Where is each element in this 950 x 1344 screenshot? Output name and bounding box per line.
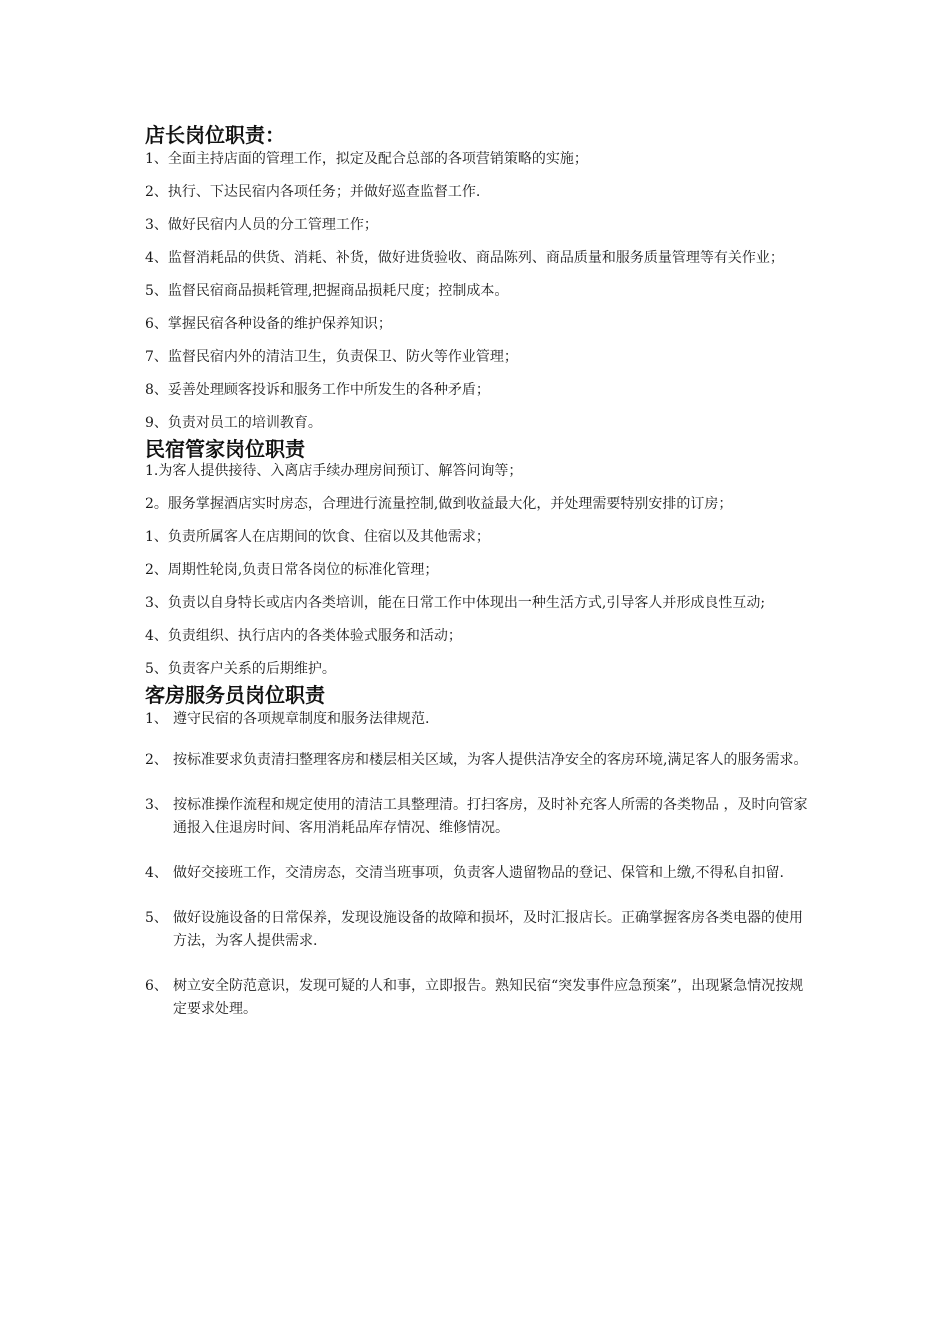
list-item: 2、执行、下达民宿内各项任务；并做好巡查监督工作. xyxy=(145,184,481,200)
section-title: 民宿管家岗位职责 xyxy=(145,437,305,461)
section-title: 店长岗位职责： xyxy=(145,123,285,147)
item-number: 3、 xyxy=(145,797,168,813)
list-item: 6、掌握民宿各种设备的维护保养知识； xyxy=(145,316,392,332)
list-item: 3、做好民宿内人员的分工管理工作； xyxy=(145,217,378,233)
list-item: 4、负责组织、执行店内的各类体验式服务和活动； xyxy=(145,628,462,644)
list-item xyxy=(145,708,815,731)
item-text: 做好交接班工作，交清房态，交清当班事项，负责客人遗留物品的登记、保管和上缴,不得私自扣留. xyxy=(173,865,784,881)
item-text: 遵守民宿的各项规章制度和服务法律规范. xyxy=(173,711,430,727)
list-item xyxy=(145,749,815,772)
list-item: 5、负责客户关系的后期维护。 xyxy=(145,661,336,677)
list-item xyxy=(145,907,815,953)
section-room-attendant xyxy=(145,682,815,1021)
list-item: 4、监督消耗品的供货、消耗、补货，做好进货验收、商品陈列、商品质量和服务质量管理等有关作业； xyxy=(145,250,784,266)
section-store-manager xyxy=(145,122,815,433)
list-item: 8、妥善处理顾客投诉和服务工作中所发生的各种矛盾； xyxy=(145,382,490,398)
item-text: 按标准操作流程和规定使用的清洁工具整理清。打扫客房，及时补充客人所需的各类物品 ，及时向管家通报入住退房时间、客用消耗品库存情况、维修情况。 xyxy=(173,797,808,836)
list-item: 1、全面主持店面的管理工作，拟定及配合总部的各项营销策略的实施； xyxy=(145,151,588,167)
item-number: 6、 xyxy=(145,978,168,994)
item-number: 1、 xyxy=(145,711,168,727)
section-homestay-butler xyxy=(145,436,815,679)
list-item: 5、监督民宿商品损耗管理,把握商品损耗尺度；控制成本。 xyxy=(145,283,509,299)
document-content xyxy=(145,122,815,1043)
duty-list xyxy=(145,462,815,679)
item-number: 2、 xyxy=(145,752,168,768)
numbered-duty-list xyxy=(145,708,815,1021)
item-text: 树立安全防范意识，发现可疑的人和事，立即报告。熟知民宿“突发事件应急预案”，出现紧急情况按规定要求处理。 xyxy=(173,978,804,1017)
item-number: 4、 xyxy=(145,865,168,881)
list-item: 3、负责以自身特长或店内各类培训，能在日常工作中体现出一种生活方式,引导客人并形成良性互动; xyxy=(145,595,766,611)
list-item xyxy=(145,794,815,840)
list-item: 7、监督民宿内外的清洁卫生，负责保卫、防火等作业管理； xyxy=(145,349,518,365)
list-item xyxy=(145,975,815,1021)
list-item: 9、负责对员工的培训教育。 xyxy=(145,415,322,431)
list-item: 1、负责所属客人在店期间的饮食、住宿以及其他需求； xyxy=(145,529,490,545)
duty-list xyxy=(145,150,815,433)
item-number: 5、 xyxy=(145,910,168,926)
section-title: 客房服务员岗位职责 xyxy=(145,683,325,707)
list-item xyxy=(145,862,815,885)
item-text: 按标准要求负责清扫整理客房和楼层相关区域，为客人提供洁净安全的客房环境,满足客人的服务需求。 xyxy=(173,752,808,768)
list-item: 1.为客人提供接待、入离店手续办理房间预订、解答问询等； xyxy=(145,463,523,479)
item-text: 做好设施设备的日常保养，发现设施设备的故障和损坏，及时汇报店长。正确掌握客房各类电器的使用方法，为客人提供需求. xyxy=(173,910,803,949)
list-item: 2。服务掌握酒店实时房态，合理进行流量控制,做到收益最大化，并处理需要特别安排的订房； xyxy=(145,496,733,512)
list-item: 2、周期性轮岗,负责日常各岗位的标准化管理； xyxy=(145,562,439,578)
